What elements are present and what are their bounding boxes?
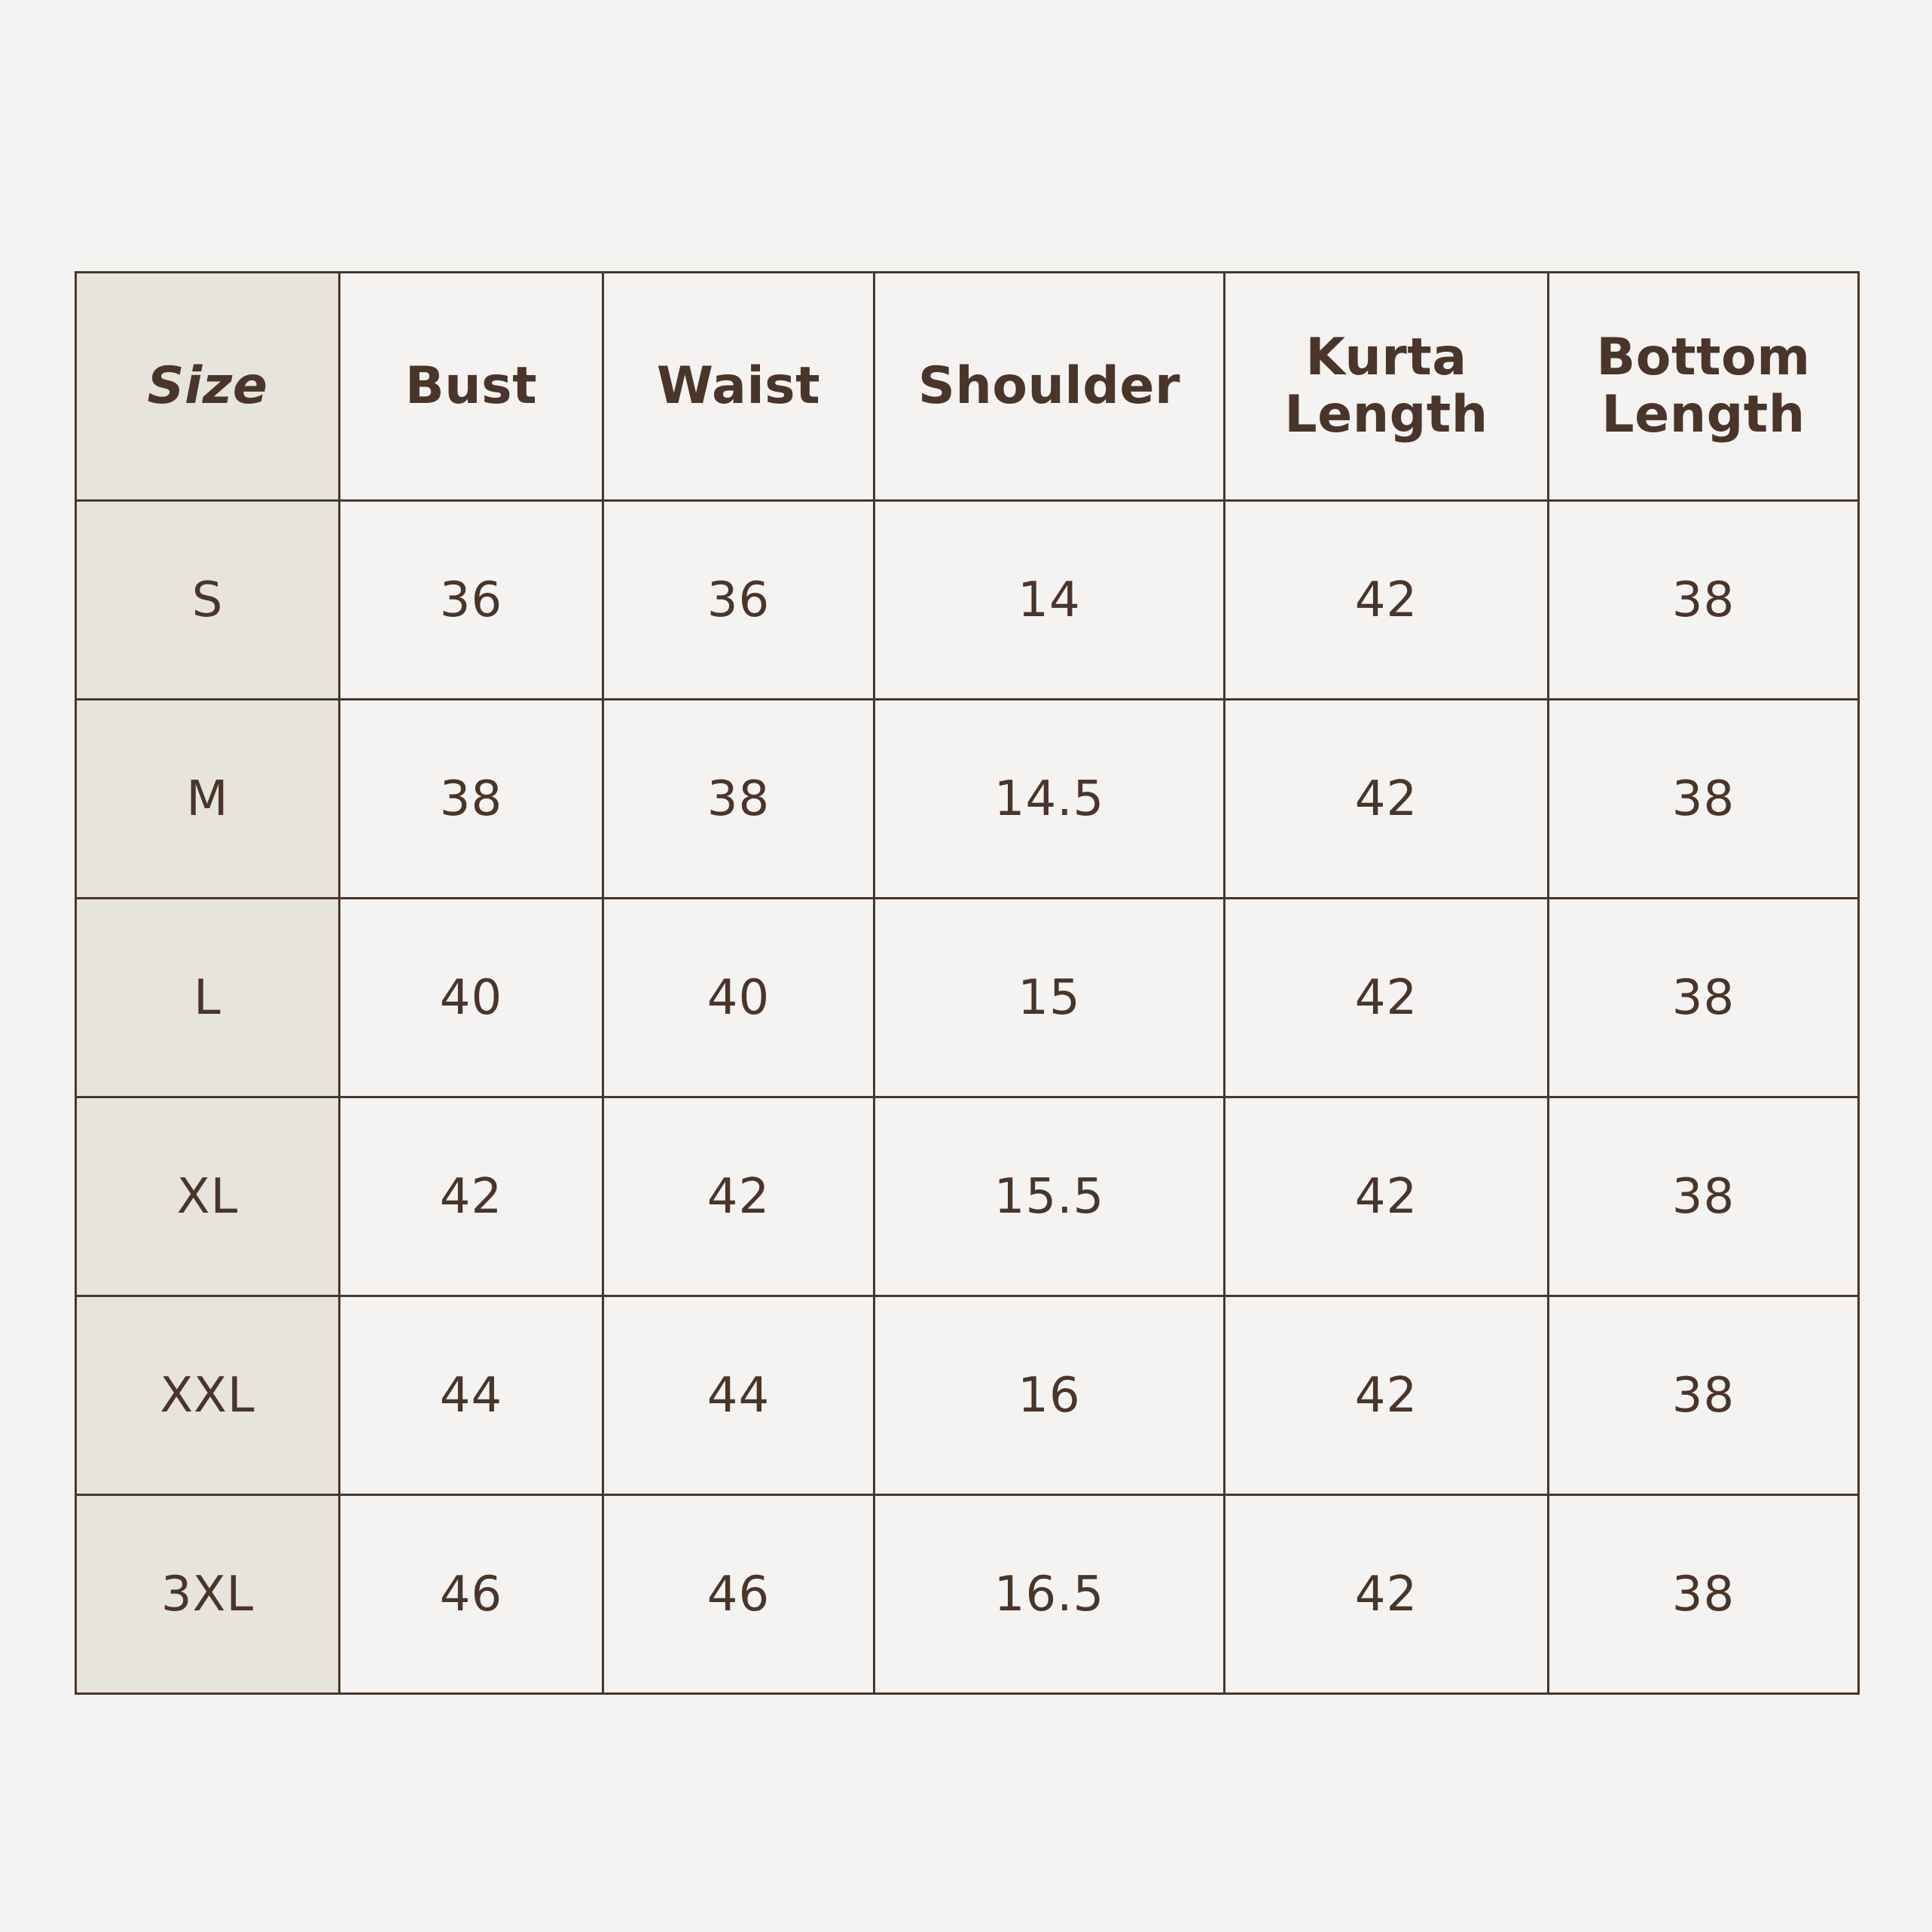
cell-bust: 46 (340, 1495, 603, 1694)
cell-shoulder: 16 (874, 1296, 1225, 1495)
table-body (76, 501, 1859, 1694)
table-row (76, 899, 1859, 1097)
column-header-bottom-length-line-2: Length (1601, 385, 1805, 444)
cell-shoulder: 14 (874, 501, 1225, 700)
table-header (76, 273, 1859, 501)
cell-size: L (76, 899, 340, 1097)
column-header-waist-line-1: Waist (656, 356, 821, 416)
table-row (76, 1495, 1859, 1694)
cell-kurta-length: 42 (1225, 700, 1549, 899)
cell-bust: 40 (340, 899, 603, 1097)
table-row (76, 501, 1859, 700)
cell-kurta-length: 42 (1225, 1296, 1549, 1495)
cell-shoulder: 16.5 (874, 1495, 1225, 1694)
cell-bust: 42 (340, 1097, 603, 1296)
cell-size: S (76, 501, 340, 700)
size-chart-table (75, 271, 1860, 1695)
column-header-bottom-length (1549, 273, 1859, 501)
cell-shoulder: 15 (874, 899, 1225, 1097)
header-row (76, 273, 1859, 501)
cell-waist: 44 (603, 1296, 874, 1495)
cell-bottom-length: 38 (1549, 501, 1859, 700)
cell-waist: 36 (603, 501, 874, 700)
cell-bottom-length: 38 (1549, 1495, 1859, 1694)
column-header-bottom-length-line-1: Bottom (1596, 327, 1811, 387)
table-row (76, 700, 1859, 899)
cell-size: 3XL (76, 1495, 340, 1694)
cell-bottom-length: 38 (1549, 1097, 1859, 1296)
cell-shoulder: 14.5 (874, 700, 1225, 899)
size-chart-container (75, 271, 1857, 1695)
column-header-shoulder-line-1: Shoulder (917, 356, 1181, 416)
cell-bust: 36 (340, 501, 603, 700)
cell-waist: 40 (603, 899, 874, 1097)
table-row (76, 1296, 1859, 1495)
cell-waist: 46 (603, 1495, 874, 1694)
cell-shoulder: 15.5 (874, 1097, 1225, 1296)
cell-size: M (76, 700, 340, 899)
column-header-bust (340, 273, 603, 501)
column-header-shoulder (874, 273, 1225, 501)
column-header-kurta-length (1225, 273, 1549, 501)
cell-bottom-length: 38 (1549, 700, 1859, 899)
table-row (76, 1097, 1859, 1296)
column-header-kurta-length-line-1: Kurta (1305, 327, 1467, 387)
cell-bust: 44 (340, 1296, 603, 1495)
cell-kurta-length: 42 (1225, 1097, 1549, 1296)
cell-size: XXL (76, 1296, 340, 1495)
column-header-size-line-1: Size (147, 356, 268, 416)
cell-bottom-length: 38 (1549, 1296, 1859, 1495)
column-header-bust-line-1: Bust (404, 356, 538, 416)
column-header-waist (603, 273, 874, 501)
cell-waist: 38 (603, 700, 874, 899)
cell-bottom-length: 38 (1549, 899, 1859, 1097)
cell-kurta-length: 42 (1225, 899, 1549, 1097)
cell-waist: 42 (603, 1097, 874, 1296)
column-header-size (76, 273, 340, 501)
cell-kurta-length: 42 (1225, 1495, 1549, 1694)
column-header-kurta-length-line-2: Length (1284, 385, 1488, 444)
cell-kurta-length: 42 (1225, 501, 1549, 700)
cell-bust: 38 (340, 700, 603, 899)
cell-size: XL (76, 1097, 340, 1296)
